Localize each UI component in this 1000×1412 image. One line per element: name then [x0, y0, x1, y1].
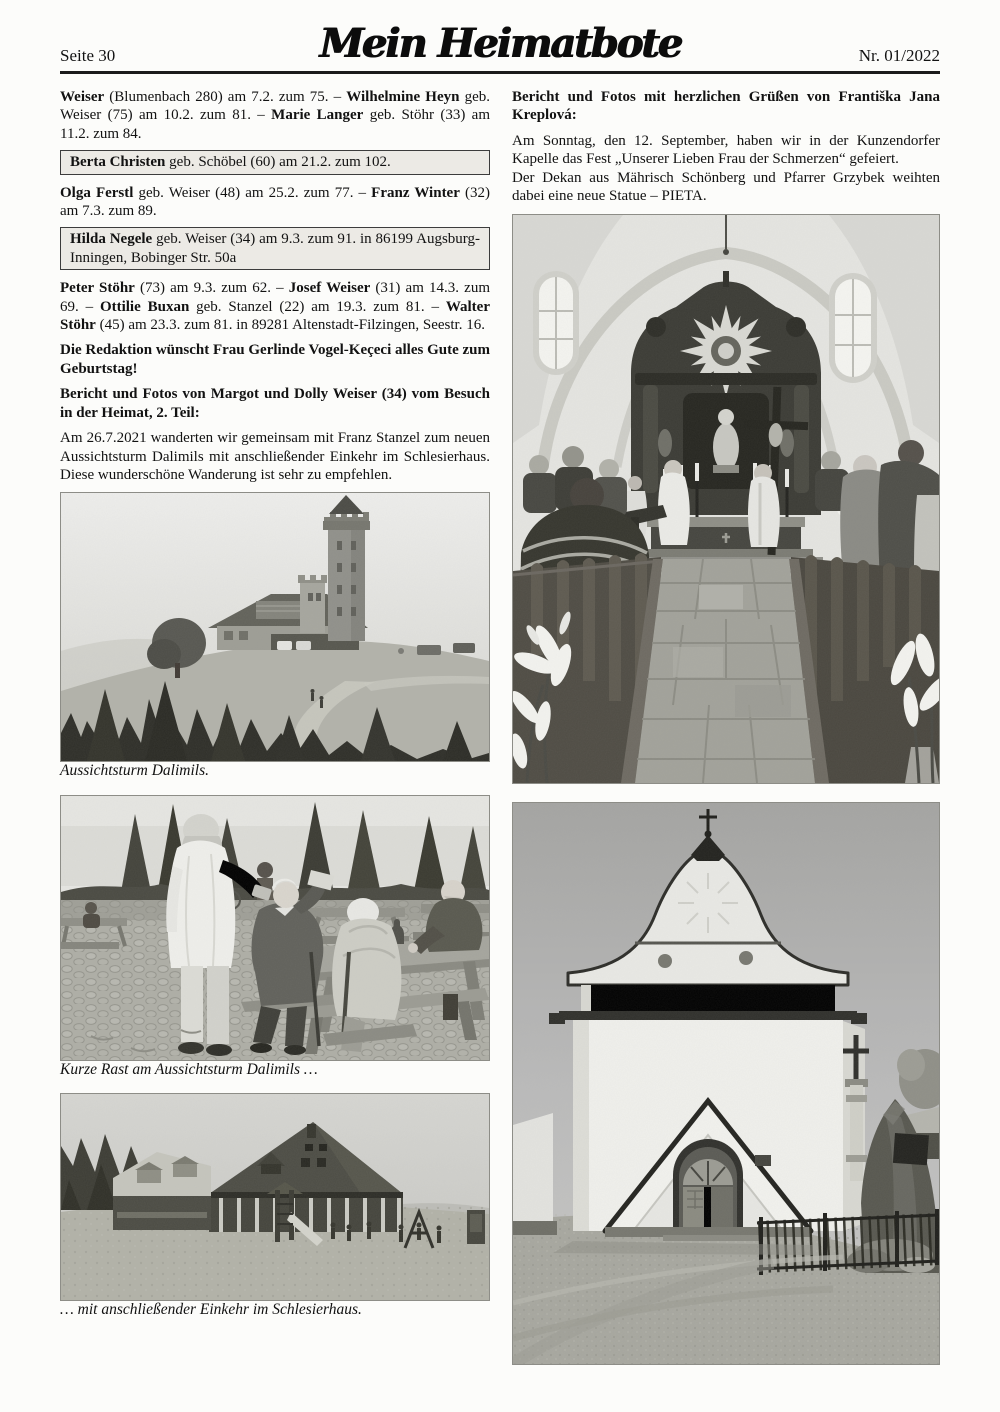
- birthday-box: [60, 150, 490, 174]
- birthday-box: [60, 227, 490, 270]
- church-interior-illustration: [513, 215, 939, 783]
- report-body: Der Dekan aus Mährisch Schönberg und Pfarrer Grzybek weihten dabei eine neue Statue – PIETA.: [512, 169, 940, 205]
- birthday-entry-boxed: Berta Christen geb. Schöbel (60) am 21.2. zum 102.: [70, 154, 391, 171]
- photo-kapelle-aussen: [512, 802, 940, 1365]
- lodge-photo-illustration: [61, 1094, 489, 1300]
- page-number: Seite 30: [60, 46, 116, 65]
- photo-caption: … mit anschließender Einkehr im Schlesierhaus.: [60, 1301, 362, 1319]
- report-heading: Bericht und Fotos mit herzlichen Grüßen von Františka Jana Kreplová:: [512, 89, 940, 124]
- photo-aussichtsturm: [60, 492, 490, 762]
- left-column: [60, 88, 490, 1327]
- photo-schlesierhaus: [60, 1093, 490, 1301]
- header-rule: [60, 71, 940, 74]
- photo-kapelle-innen: [512, 214, 940, 784]
- birthday-entry: Peter Stöhr (73) am 9.3. zum 62. – Josef Weiser (31) am 14.3. zum 69. – Ottilie Buxan geb. Stanzel (22) am 19.3. zum 81. – Walter Stöhr (45) am 23.3. zum 81. in 89281 Altenstadt-Filzingen, Seestr. 16.: [60, 280, 491, 334]
- issue-number: Nr. 01/2022: [858, 46, 940, 65]
- right-column: [512, 88, 940, 1365]
- birthday-entry-boxed: Hilda Negele geb. Weiser (34) am 9.3. zum 91. in 86199 Augsburg-Inningen, Bobinger Str. 50a: [70, 231, 480, 266]
- photo-caption: Aussichtsturm Dalimils.: [60, 762, 209, 780]
- editorial-note: Die Redaktion wünscht Frau Gerlinde Vogel-Keçeci alles Gute zum Geburtstag!: [60, 342, 490, 377]
- chapel-exterior-illustration: [513, 803, 939, 1364]
- report-body: Am Sonntag, den 12. September, haben wir in der Kunzendorfer Kapelle das Fest „Unserer Lieben Frau der Schmerzen“ gefeiert.: [512, 132, 940, 168]
- birthday-entry: Olga Ferstl geb. Weiser (48) am 25.2. zum 77. – Franz Winter (32) am 7.3. zum 89.: [60, 184, 490, 220]
- tower-photo-illustration: [61, 493, 489, 761]
- picnic-photo-illustration: [61, 796, 489, 1060]
- photo-rast: [60, 795, 490, 1061]
- report-body: Am 26.7.2021 wanderten wir gemeinsam mit Franz Stanzel zum neuen Aussichtsturm Dalimils mit anschließender Einkehr im Schlesierhaus. Diese wunderschöne Wanderung ist sehr zu empfehlen.: [60, 430, 490, 483]
- birthday-entry: Weiser (Blumenbach 280) am 7.2. zum 75. – Wilhelmine Heyn geb. Weiser (75) am 10.2. zum 81. – Marie Langer geb. Stöhr (33) am 11.2. zum 84.: [60, 89, 490, 142]
- report-heading: Bericht und Fotos von Margot und Dolly Weiser (34) vom Besuch in der Heimat, 2. Teil:: [60, 386, 490, 421]
- photo-caption: Kurze Rast am Aussichtsturm Dalimils …: [60, 1060, 318, 1078]
- masthead-title: Mein Heimatbote: [319, 20, 681, 67]
